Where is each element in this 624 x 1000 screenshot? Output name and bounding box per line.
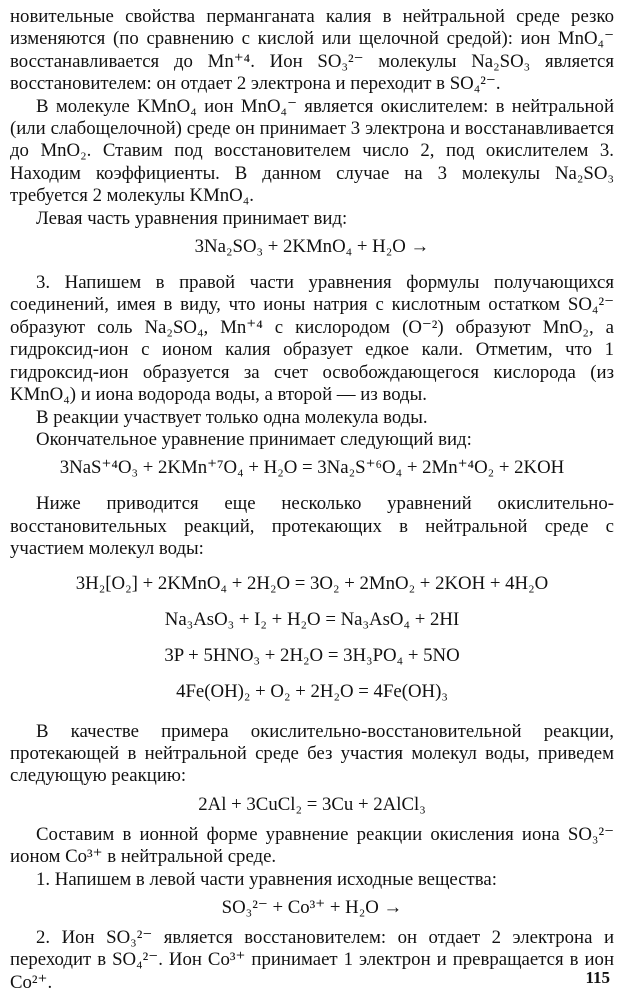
- paragraph-7: Ниже приводится еще несколько уравнений окислительно-восстановительных реакций, протекающих в нейтральной среде с участием молекул воды:: [10, 493, 614, 560]
- paragraph-6: Окончательное уравнение принимает следующий вид:: [36, 428, 472, 450]
- equation-8: SO₃²⁻ + Co³⁺ + H₂O →: [221, 896, 403, 918]
- equation-7: 2Al + 3CuCl₂ = 3Cu + 2AlCl₃: [198, 793, 426, 815]
- equation-3: 3H₂[O₂] + 2KMnO₄ + 2H₂O = 3O₂ + 2MnO₂ + 2KOH + 4H₂O: [75, 572, 549, 594]
- page-number: 115: [585, 968, 610, 987]
- paragraph-10: 1. Напишем в левой части уравнения исходные вещества:: [36, 868, 497, 890]
- paragraph-8: В качестве примера окислительно-восстановительной реакции, протекающей в нейтральной среде без участия молекул воды, приведем следующую реакцию:: [10, 720, 614, 787]
- paragraph-11: 2. Ион SO₃²⁻ является восстановителем: он отдает 2 электрона и переходит в SO₄²⁻. Ион Co³⁺ принимает 1 электрон и превращается в ион Co²⁺.: [10, 926, 614, 993]
- paragraph-1: новительные свойства перманганата калия в нейтральной среде резко изменяются (по сравнению с кислой или щелочной средой): ион MnO₄⁻ восстанавливается до Mn⁺⁴. Ион SO₃²⁻ молекулы Na₂SO₃ является восстановителем: он отдает 2 электрона и переходит в SO₄²⁻.: [10, 6, 614, 95]
- equation-5: 3P + 5HNO₃ + 2H₂O = 3H₃PO₄ + 5NO: [164, 644, 460, 666]
- paragraph-2: В молекуле KMnO₄ ион MnO₄⁻ является окислителем: в нейтральной (или слабощелочной) среде он принимает 3 электрона и восстанавливается до MnO₂. Ставим под восстановителем число 2, под окислителем 3. Находим коэффициенты. В данном случае на 3 молекулы Na₂SO₃ требуется 2 молекулы KMnO₄.: [10, 95, 614, 207]
- equation-2: 3NaS⁺⁴O₃ + 2KMn⁺⁷O₄ + H₂O = 3Na₂S⁺⁶O₄ + 2Mn⁺⁴O₂ + 2KOH: [59, 457, 565, 479]
- paragraph-4: 3. Напишем в правой части уравнения формулы получающихся соединений, имея в виду, что ионы натрия с кислотным остатком SO₄²⁻ образуют соль Na₂SO₄, Mn⁺⁴ с кислородом (O⁻²) образуют MnO₂, а гидроксид-ион с ионом калия образует едкое кали. Отметим, что 1 гидроксид-ион образуется за счет освобождающегося кислорода (из KMnO₄) и иона водорода воды, а второй — из воды.: [10, 272, 614, 406]
- paragraph-3: Левая часть уравнения принимает вид:: [36, 207, 348, 229]
- equation-1: 3Na₂SO₃ + 2KMnO₄ + H₂O →: [194, 236, 430, 258]
- equation-6: 4Fe(OH)₂ + O₂ + 2H₂O = 4Fe(OH)₃: [176, 680, 448, 702]
- paragraph-9: Составим в ионной форме уравнение реакции окисления иона SO₃²⁻ ионом Co³⁺ в нейтральной среде.: [10, 823, 614, 868]
- paragraph-5: В реакции участвует только одна молекула воды.: [36, 406, 428, 428]
- equation-4: Na₃AsO₃ + I₂ + H₂O = Na₃AsO₄ + 2HI: [164, 608, 460, 630]
